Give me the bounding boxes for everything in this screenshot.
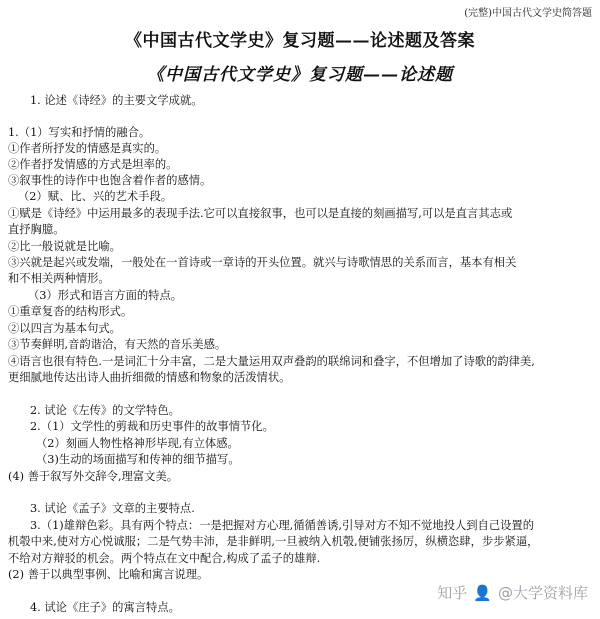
question-2: 2. 试论《左传》的文学特色。 [30,404,180,417]
answer-line: 更细腻地传达出诗人曲折细微的情感和物象的活泼情状。 [8,371,291,384]
zhihu-watermark [437,582,588,603]
answer-line: ③叙事性的诗作中也饱含着作者的感情。 [8,174,212,187]
answer-line: 3.（1)雄辩色彩。具有两个特点：一是把握对方心理,循循善诱,引导对方不知不觉地投人到自己设置的 [30,519,535,532]
header-note: (完整)中国古代文学史简答题 [464,8,592,19]
main-title: 《中国古代文学史》复习题——论述题及答案 [125,31,475,51]
answer-line: （3)生动的场面描写和传神的细节描写。 [36,453,240,466]
answer-line: 不给对方辩驳的机会。两个特点在文中配合,构成了孟子的雄辩. [8,552,321,565]
answer-line: ③节奏鲜明,音韵谐洽，有天然的音乐美感。 [8,338,227,351]
watermark-account: @大学资料库 [497,584,588,602]
answer-line: (2) 善于以典型事例、比喻和寓言说理。 [8,568,209,581]
answer-line: （2）刻画人物性格神形毕现,有立体感。 [36,437,239,450]
answer-line: 2.（1）文学性的剪裁和历史事件的故事情节化。 [30,420,274,433]
answer-line: ④语言也很有特色.一是词汇十分丰富，二是大量运用双声叠韵的联绵词和叠字，不但增加了诗歌的韵律美, [8,355,535,368]
sub-title: 《中国古代文学史》复习题——论述题 [147,65,453,85]
answer-line: ①赋是《诗经》中运用最多的表现手法.它可以直接叙事，也可以是直接的刻画描写,可以是直言其志或 [8,207,513,220]
answer-line: (4) 善于叙写外交辞令,理富文美。 [8,470,179,483]
answer-line: ②以四言为基本句式。 [8,322,121,335]
question-3: 3. 试论《孟子》文章的主要特点. [30,502,195,515]
answer-line: 和不相关两种情形。 [8,272,110,285]
answer-line: ①重章复沓的结构形式。 [8,305,133,318]
answer-line: 机彀中来,使对方心悦诚服；二是气势丰沛，是非鲜明,一旦被纳入机彀,便铺张扬厉，纵横恣肆，步步紧逼， [8,535,539,548]
answer-line: ①作者所抒发的情感是真实的。 [8,142,167,155]
answer-line: 1.（1）写实和抒情的融合。 [8,126,151,139]
answer-line: （2）赋、比、兴的艺术手段。 [18,190,173,203]
answer-line: ②比一般说就是比喻。 [8,240,121,253]
answer-line: 直抒胸臆。 [8,223,65,236]
watermark-brand: 知乎 [437,584,468,602]
question-4: 4. 试论《庄子》的寓言特点。 [30,601,180,614]
answer-line: （3）形式和语言方面的特点。 [28,289,183,302]
answer-line: ③兴就是起兴或发端，一般处在一首诗或一章诗的开头位置。就兴与诗歌情思的关系而言，基本有相关 [8,256,517,269]
question-1: 1. 论述《诗经》的主要文学成就。 [30,94,203,107]
user-icon: 👤 [473,583,492,602]
answer-line: ②作者抒发情感的方式是坦率的。 [8,158,178,171]
